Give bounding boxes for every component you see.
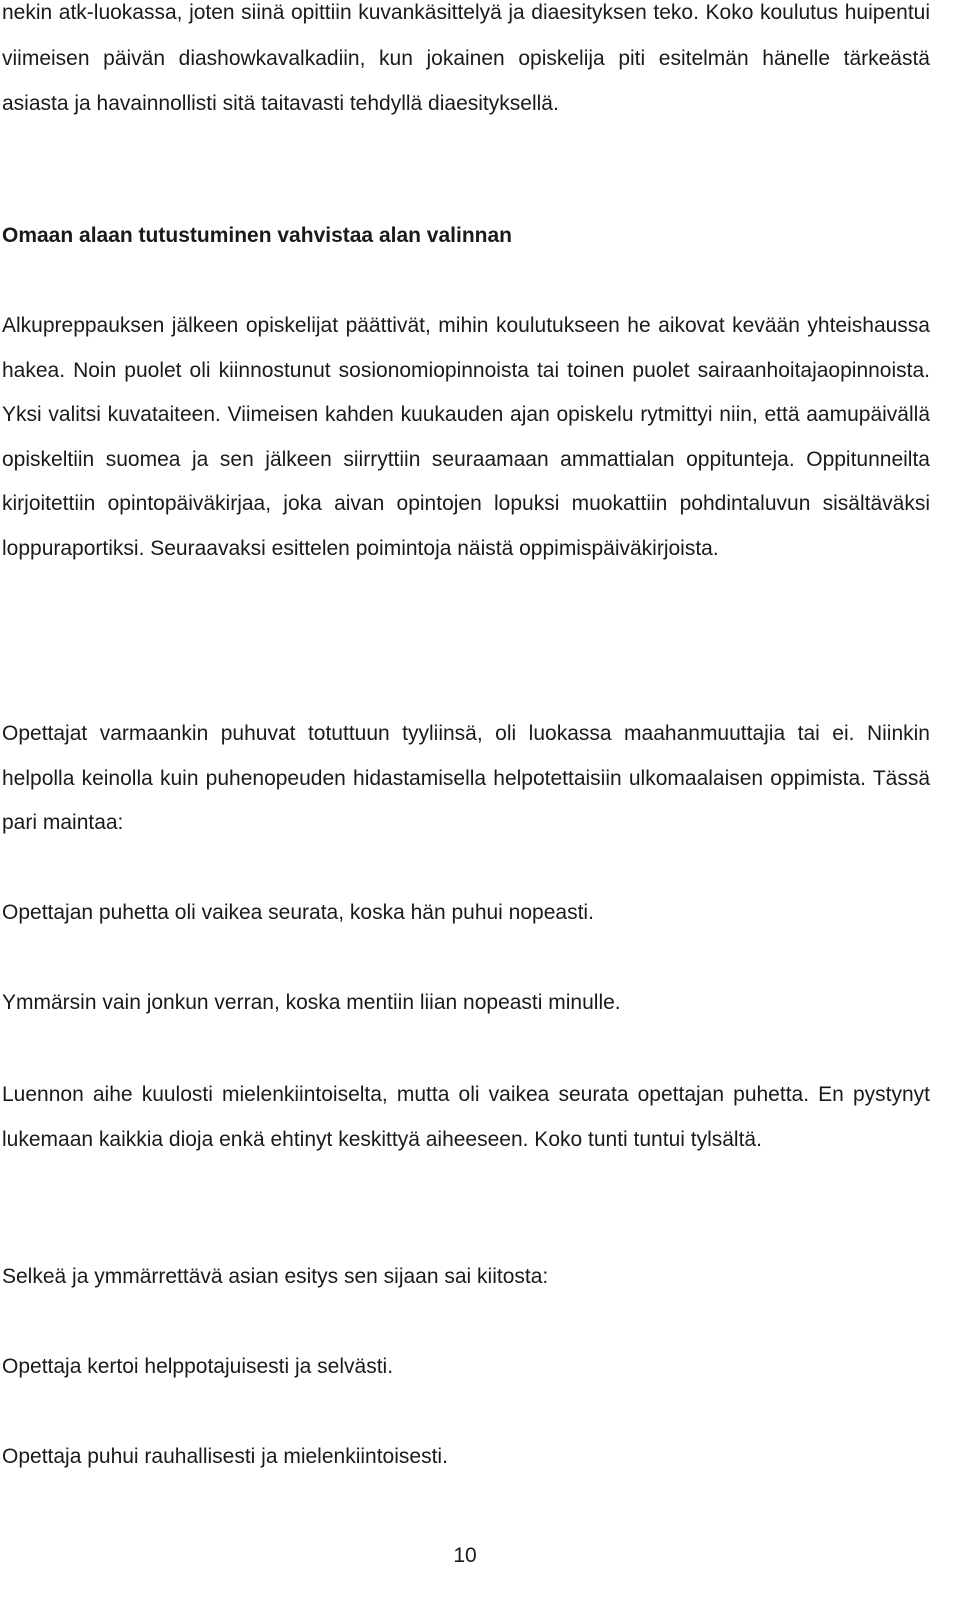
intro-paragraph: nekin atk-luokassa, joten siinä opittiin kuvankäsittelyä ja diaesityksen teko. Koko koulutus huipentui viimeisen päivän diashowkavalkadiin, kun jokainen opiskelija piti esitelmän hänelle tärkeästä asiasta ja havainnollisti sitä taitavasti tehdyllä diaesityksellä. (2, 1, 930, 115)
body-paragraph-1: Alkupreppauksen jälkeen opiskelijat päättivät, mihin koulutukseen he aikovat kevään yhteishaussa hakea. Noin puolet oli kiinnostunut sosionomiopinnoista tai toinen puolet sairaanhoitajaopinnoista. Yksi valitsi kuvataiteen. Viimeisen kahden kuukauden ajan opiskelu rytmittyi niin, että aamupäivällä opiskeltiin suomea ja sen jälkeen siirryttiin seuraamaan ammattialan oppitunteja. Oppitunneilta kirjoitettiin opintopäiväkirjaa, joka aivan opintojen lopuksi muokattiin pohdintaluvun sisältäväksi loppuraportiksi. Seuraavaksi esittelen poimintoja näistä oppimispäiväkirjoista. (2, 314, 930, 560)
section-heading: Omaan alaan tutustuminen vahvistaa alan valinnan (2, 224, 512, 247)
body-paragraph-2: Opettajat varmaankin puhuvat totuttuun tyyliinsä, oli luokassa maahanmuuttajia tai ei. Niinkin helpolla keinolla kuin puhenopeuden hidastamisella helpotettaisiin ulkomaalaisen oppimista. Tässä pari maintaa: (2, 722, 930, 834)
student-quote-3: Luennon aihe kuulosti mielenkiintoiselta, mutta oli vaikea seurata opettajan puhetta. En pystynyt lukemaan kaikkia dioja enkä ehtinyt keskittyä aiheeseen. Koko tunti tuntui tylsältä. (2, 1083, 930, 1151)
student-quote-2: Ymmärsin vain jonkun verran, koska mentiin liian nopeasti minulle. (2, 991, 621, 1014)
body-paragraph-3: Selkeä ja ymmärrettävä asian esitys sen sijaan sai kiitosta: (2, 1265, 549, 1288)
student-quote-1: Opettajan puhetta oli vaikea seurata, koska hän puhui nopeasti. (2, 901, 594, 924)
page-number: 10 (453, 1544, 477, 1567)
student-quote-4: Opettaja kertoi helppotajuisesti ja selvästi. (2, 1355, 394, 1378)
student-quote-5: Opettaja puhui rauhallisesti ja mielenkiintoisesti. (2, 1445, 448, 1468)
